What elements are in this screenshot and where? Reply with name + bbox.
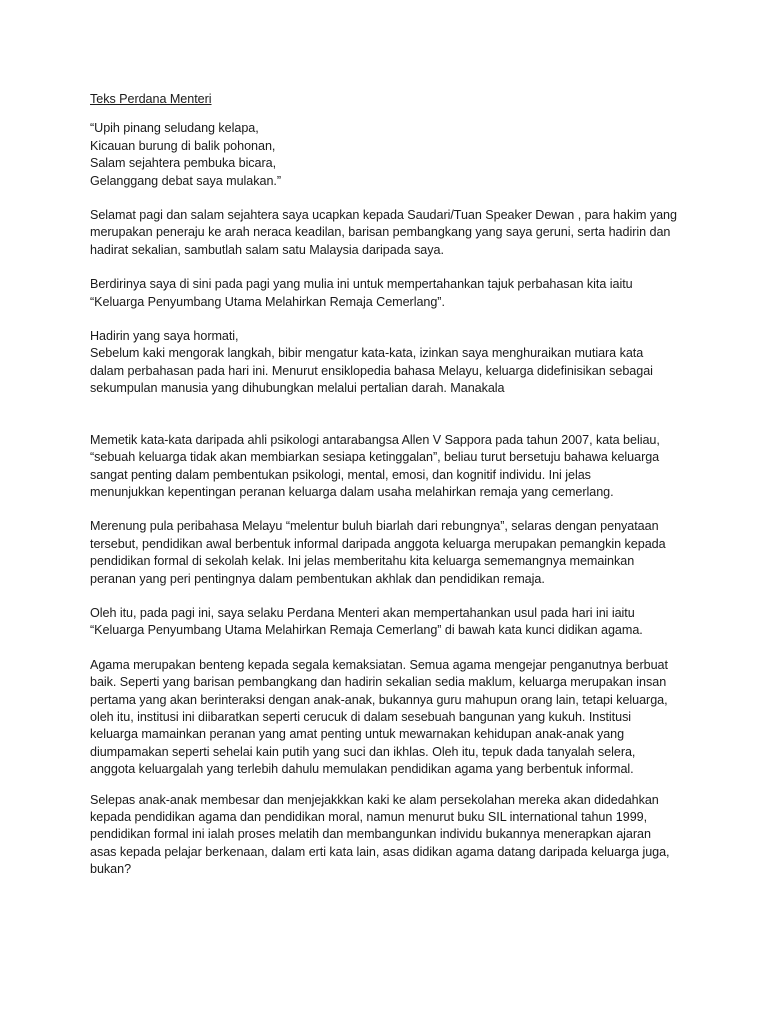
poem-line: Kicauan burung di balik pohonan, bbox=[90, 138, 276, 153]
paragraph-line: Oleh itu, pada pagi ini, saya selaku Perdana Menteri akan mempertahankan usul pada hari ini iaitu bbox=[90, 605, 635, 620]
paragraph-line: hadirat sekalian, sambutlah salam satu Malaysia daripada saya. bbox=[90, 242, 444, 257]
paragraph-line: “Keluarga Penyumbang Utama Melahirkan Remaja Cemerlang” di bawah kata kunci didikan agama. bbox=[90, 623, 643, 638]
paragraph-religion bbox=[90, 657, 690, 779]
paragraph-line: diumpamakan seperti sehelai kain putih yang suci dan ikhlas. Oleh itu, tepuk dada tanyalah selera, bbox=[90, 744, 636, 759]
paragraph-line: dalam perbahasan pada hari ini. Menurut ensiklopedia bahasa Melayu, keluarga didefinisikan sebagai bbox=[90, 363, 653, 378]
paragraph-psychology-quote bbox=[90, 432, 690, 502]
paragraph-line: Agama merupakan benteng kepada segala kemaksiatan. Semua agama mengejar penganutnya berbuat bbox=[90, 657, 668, 672]
paragraph-line: Berdirinya saya di sini pada pagi yang mulia ini untuk mempertahankan tajuk perbahasan kita iaitu bbox=[90, 277, 633, 292]
paragraph-line: merupakan peneraju ke arah neraca keadilan, barisan pembangkang yang saya geruni, serta hadirin dan bbox=[90, 225, 671, 240]
paragraph-line: tersebut, pendidikan awal berbentuk informal daripada anggota keluarga merupakan pemangkin kepada bbox=[90, 536, 666, 551]
paragraph-line: menunjukkan kepentingan peranan keluarga dalam usaha melahirkan remaja yang cemerlang. bbox=[90, 484, 614, 499]
paragraph-definition bbox=[90, 328, 690, 398]
paragraph-line: Hadirin yang saya hormati, bbox=[90, 329, 239, 344]
poem-line: Salam sejahtera pembuka bicara, bbox=[90, 156, 277, 171]
poem-line: “Upih pinang seludang kelapa, bbox=[90, 121, 259, 136]
paragraph-line: Selamat pagi dan salam sejahtera saya ucapkan kepada Saudari/Tuan Speaker Dewan , para hakim yang bbox=[90, 208, 677, 223]
paragraph-line: asas kepada pelajar berkenaan, dalam erti kata lain, asas didikan agama datang daripada keluarga juga, bbox=[90, 844, 670, 859]
paragraph-greeting bbox=[90, 207, 690, 259]
paragraph-line: Memetik kata-kata daripada ahli psikologi antarabangsa Allen V Sappora pada tahun 2007, kata beliau, bbox=[90, 432, 660, 447]
paragraph-line: peranan yang peri pentingnya dalam pembentukan akhlak dan pendidikan remaja. bbox=[90, 571, 545, 586]
paragraph-line: keluarga mamainkan peranan yang amat penting untuk mewarnakan kehidupan anak-anak yang bbox=[90, 727, 625, 742]
paragraph-line: sekumpulan manusia yang dihubungkan melalui pertalian darah. Manakala bbox=[90, 381, 505, 396]
paragraph-line: Selepas anak-anak membesar dan menjejakkkan kaki ke alam persekolahan mereka akan didedahkan bbox=[90, 792, 659, 807]
paragraph-line: bukan? bbox=[90, 862, 132, 877]
opening-poem bbox=[90, 120, 690, 190]
document-title: Teks Perdana Menteri bbox=[90, 92, 212, 106]
paragraph-line: “sebuah keluarga tidak akan membiarkan sesiapa ketinggalan”, beliau turut bersetuju bahawa keluarga bbox=[90, 450, 660, 465]
paragraph-line: oleh itu, institusi ini diibaratkan seperti cerucuk di dalam sesebuah bangunan yang kukuh. Institusi bbox=[90, 709, 632, 724]
paragraph-line: “Keluarga Penyumbang Utama Melahirkan Remaja Cemerlang”. bbox=[90, 294, 445, 309]
paragraph-line: anggota keluargalah yang terlebih dahulu memulakan pendidikan agama yang berbentuk informal. bbox=[90, 762, 634, 777]
paragraph-proverb bbox=[90, 518, 690, 588]
paragraph-line: pendidikan formal ini ialah proses melatih dan membangunkan individu bukannya menerapkan ajaran bbox=[90, 827, 651, 842]
document-body bbox=[90, 91, 690, 879]
paragraph-line: pertama yang akan berinteraksi dengan anak-anak, bukannya guru mahupun orang lain, tetapi keluarga, bbox=[90, 692, 668, 707]
paragraph-line: sangat penting dalam pembentukan psikologi, mental, emosi, dan kognitif individu. Ini jelas bbox=[90, 467, 591, 482]
paragraph-motion bbox=[90, 276, 690, 311]
paragraph-keyword bbox=[90, 605, 690, 640]
poem-line: Gelanggang debat saya mulakan.” bbox=[90, 173, 281, 188]
paragraph-schooling bbox=[90, 792, 690, 879]
paragraph-line: Merenung pula peribahasa Melayu “melentur buluh biarlah dari rebungnya”, selaras dengan penyataan bbox=[90, 519, 659, 534]
paragraph-line: kepada pendidikan agama dan pendidikan moral, namun menurut buku SIL international tahun 1999, bbox=[90, 810, 648, 824]
paragraph-line: baik. Seperti yang barisan pembangkang dan hadirin sekalian sedia maklum, keluarga merupakan insan bbox=[90, 675, 667, 690]
paragraph-line: pendidikan formal di sekolah kelak. Ini jelas memberitahu kita keluarga sememangnya memainkan bbox=[90, 554, 635, 569]
paragraph-line: Sebelum kaki mengorak langkah, bibir mengatur kata-kata, izinkan saya menghuraikan mutiara kata bbox=[90, 346, 644, 361]
